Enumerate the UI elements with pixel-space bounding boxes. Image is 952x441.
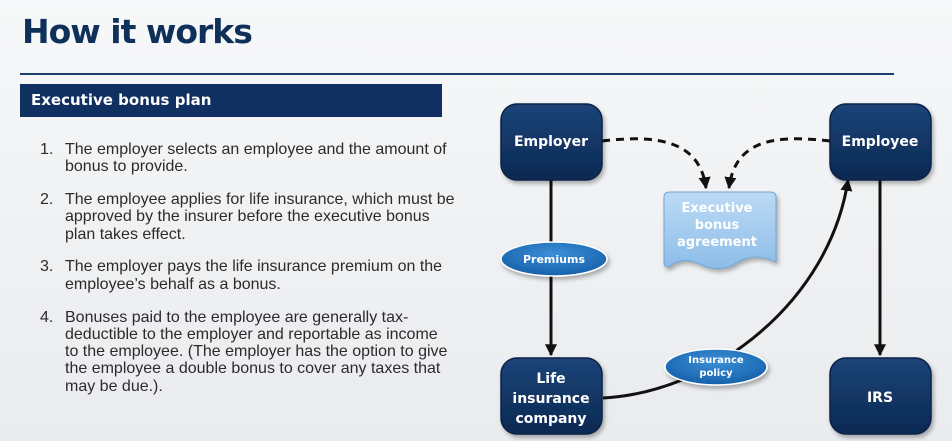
step-number: 2.: [40, 191, 54, 209]
life-insurance-label-line: company: [515, 411, 587, 427]
title-divider: [20, 73, 894, 75]
employee-node: [830, 104, 931, 180]
irs-label: IRS: [866, 390, 894, 406]
section-heading: Executive bonus plan: [20, 84, 442, 117]
agreement-label-line: agreement: [677, 235, 757, 250]
agreement-label-line: bonus: [694, 218, 740, 233]
list-item: [40, 309, 455, 395]
insurance-policy-label: [665, 349, 767, 385]
step-text: The employer pays the life insurance premium on the employee’s behalf as a bonus.: [65, 258, 443, 293]
step-text: Bonuses paid to the employee are generally tax-deductible to the employer and reportable as income to the employee. (The employer has the option to give the employee a double bonus to cover any taxes that may be due.).: [65, 308, 448, 395]
list-item: [40, 141, 455, 176]
employee-label: Employee: [841, 134, 919, 150]
employer-label: Employer: [513, 134, 589, 150]
step-number: 3.: [40, 258, 54, 276]
list-item: [40, 258, 455, 293]
irs-node: [830, 358, 931, 434]
life-insurance-node: [501, 358, 602, 434]
life-insurance-label-line: insurance: [512, 391, 590, 407]
dashed-connector-employer: [602, 139, 706, 188]
dashed-connector-employee: [729, 139, 830, 188]
employer-node: [501, 104, 602, 180]
flow-diagram: [480, 90, 952, 441]
policy-text-line: policy: [699, 368, 733, 379]
steps-list: [40, 141, 455, 411]
life-insurance-label-line: Life: [536, 371, 566, 387]
premiums-label: [501, 242, 607, 276]
premiums-text: Premiums: [522, 253, 586, 266]
agreement-label-line: Executive: [681, 201, 753, 216]
step-number: 4.: [40, 308, 54, 326]
step-text: The employer selects an employee and the amount of bonus to provide.: [65, 141, 447, 176]
executive-bonus-agreement: [664, 192, 776, 269]
step-number: 1.: [40, 141, 54, 158]
step-text: The employee applies for life insurance, which must be approved by the insurer before the executive bonus plan takes effect.: [65, 191, 455, 243]
list-item: [40, 191, 455, 243]
policy-text-line: Insurance: [688, 355, 744, 366]
page-title: How it works: [22, 12, 252, 51]
